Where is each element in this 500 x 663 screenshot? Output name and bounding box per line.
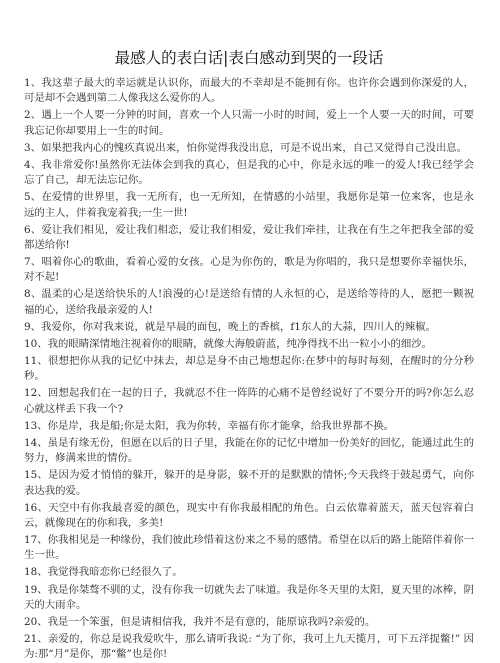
list-item: 16、天空中有你我最喜爱的颜色，现实中有你我最相配的角色。白云依靠着蓝天，蓝天包容着白云，就像现在的你和我，多美! [24,501,474,529]
list-item: 5、在爱情的世界里，我一无所有，也一无所知，在情感的小站里，我愿你是第一位来客，也是永远的主人，伴着我宠着我;一生一世! [24,191,474,219]
list-item: 4、我非常爱你!虽然你无法体会到我的真心，但是我的心中，你是永远的唯一的爱人!我已经学会忘了自己，却无法忘记你。 [24,158,474,187]
document-title: 最感人的表白话|表白感动到哭的一段话 [114,49,384,67]
list-item: 20、我是一个笨蛋，但是请相信我，我并不是有意的，能原谅我吗?亲爱的。 [24,615,376,628]
list-item: 7、唱着你心的歌曲，看着心爱的女孩。心是为你伤的，歌是为你唱的，我只是想要你幸福快乐，对不起! [24,256,474,284]
list-item: 15、是因为爱才悄悄的躲开，躲开的是身影，躲不开的是默默的情怀;今天我终于鼓起勇气，向你表达我的爱。 [24,469,474,497]
list-item: 12、回想起我们在一起的日子，我就忍不住一阵阵的心痛不是曾经说好了不要分开的吗?你怎么忍心就这样丢下我一个? [24,387,474,415]
list-item: 6、爱让我们相见，爱让我们相恋，爱让我们相爱，爱让我们牵挂，让我在有生之年把我全部的爱都送给你! [24,223,474,251]
list-item: 10、我的眼睛深情地注视着你的眼睛，就像大海般蔚蓝，纯净得找不出一粒小小的细沙。 [24,337,433,350]
list-item: 11、很想把你从我的记忆中抹去，却总是身不由己地想起你:在梦中的每时每刻，在醒时的分分秒秒。 [24,355,474,383]
paragraph-list [24,76,474,663]
list-item: 13、你是岸，我是船;你是太阳，我为你转，幸福有你才能拿，给我世界都不换。 [24,419,395,432]
list-item: 19、我是你桀骜不驯的丈，没有你我一切就失去了味道。我是你冬天里的太阳，夏天里的冰棒，阴天的大雨伞。 [24,583,474,611]
list-item: 1、我这辈子最大的幸运就是认识你，而最大的不幸却是不能拥有你。也许你会遇到你深爱的人，可是却不会遇到第二人像我这么爱你的人。 [24,77,474,105]
list-item: 2、遇上一个人要一分钟的时间，喜欢一个人只需一小时的时间，爱上一个人要一天的时间，可要我忘记你却要用上一生的时间。 [24,109,474,137]
list-item: 17、你我相见是一种缘份，我们彼此珍惜着这份来之不易的感情。希望在以后的路上能陪伴着你一生一世。 [24,534,474,562]
list-item: 21、亲爱的，你总是说我爱吹牛，那么请听我说: “为了你，我可上九天揽月，可下五洋捉鳖!” 因为:那“月”是你，那“鳖”也是你! [24,633,474,661]
list-item: 3、如果把我内心的愧疚真说出来，怕你觉得我没出息，可是不说出来，自己又觉得自己没出息。 [24,141,468,154]
list-item: 14、虽是有缘无份，但愿在以后的日子里，我能在你的记忆中增加一份美好的回忆，能通过此生的努力，修满来世的情份。 [24,436,474,465]
list-item: 18、我觉得我暗恋你已经很久了。 [24,566,183,579]
list-item: 8、温柔的心是送给快乐的人!浪漫的心!是送给有情的人永恒的心，是送给等待的人，愿把一颗祝福的心，送给我最亲爱的人! [24,288,474,316]
list-item: 9、我爱你，你对我来说，就是早晨的面包，晚上的香槟，f1东人的大蒜，四川人的辣椒。 [24,320,436,333]
